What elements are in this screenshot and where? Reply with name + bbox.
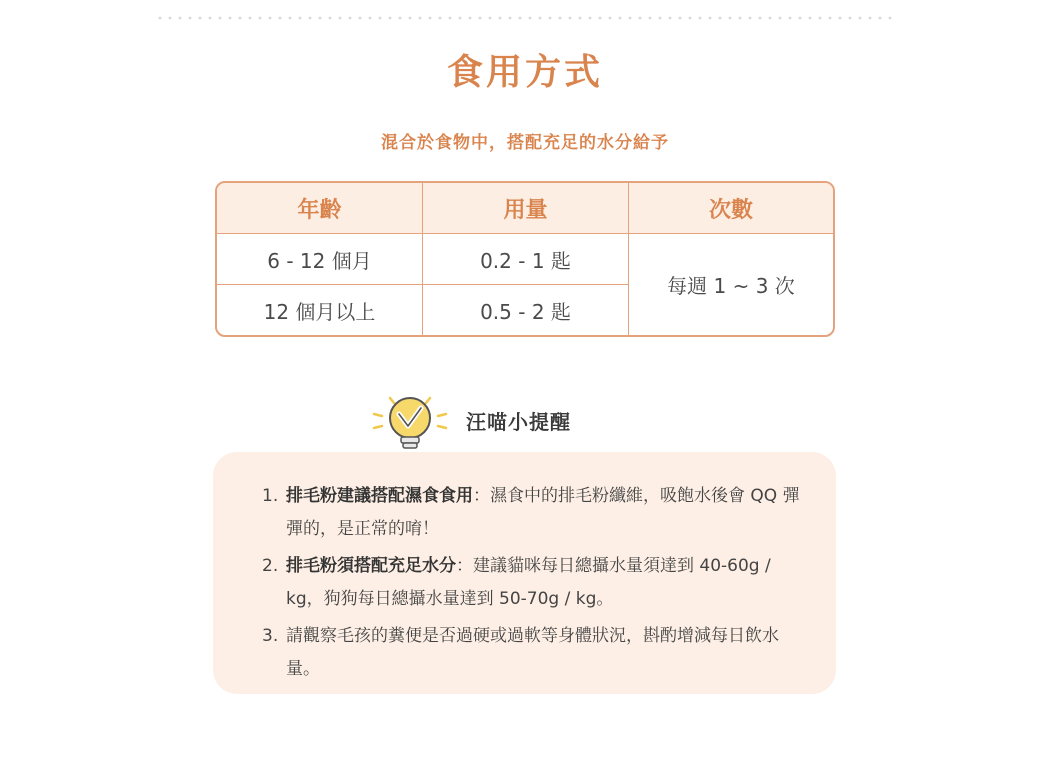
usage-table	[215, 181, 835, 337]
list-body-text: ：建議貓咪每日總攝水量須達到 40-60g / kg，狗狗每日總攝水量達到 50-70g / kg。	[286, 556, 771, 609]
list-number: 3.	[262, 626, 279, 646]
dotted-divider	[155, 16, 897, 20]
list-item	[262, 480, 802, 546]
list-item	[262, 620, 802, 686]
tips-list	[262, 480, 802, 690]
list-text	[286, 620, 802, 686]
list-text	[286, 480, 802, 546]
list-bold-text: 排毛粉建議搭配濕食食用	[286, 486, 473, 506]
table-header-age: 年齡	[217, 183, 423, 234]
list-body-text: ：濕食中的排毛粉纖維，吸飽水後會 QQ 彈彈的，是正常的唷！	[286, 486, 800, 539]
table-header-frequency: 次數	[629, 183, 833, 234]
table-cell-dosage-row2: 0.5 - 2 匙	[423, 285, 629, 335]
list-number: 2.	[262, 556, 279, 576]
table-header-dosage: 用量	[423, 183, 629, 234]
page-subtitle: 混合於食物中，搭配充足的水分給予	[381, 133, 669, 153]
table-cell-dosage-row1: 0.2 - 1 匙	[423, 234, 629, 285]
tips-title: 汪喵小提醒	[466, 410, 571, 434]
table-cell-age-row1: 6 - 12 個月	[217, 234, 423, 285]
page-title: 食用方式	[446, 52, 603, 93]
list-item	[262, 550, 802, 616]
lightbulb-check-icon	[368, 388, 452, 454]
list-bold-text: 排毛粉須搭配充足水分	[286, 556, 456, 576]
table-cell-frequency: 每週 1 ~ 3 次	[667, 274, 795, 298]
tips-heading	[368, 388, 688, 454]
list-body-text: 請觀察毛孩的糞便是否過硬或過軟等身體狀況，斟酌增減每日飲水量。	[286, 626, 779, 679]
table-cell-age-row2: 12 個月以上	[217, 285, 423, 335]
list-text	[286, 550, 802, 616]
list-number: 1.	[262, 486, 279, 506]
